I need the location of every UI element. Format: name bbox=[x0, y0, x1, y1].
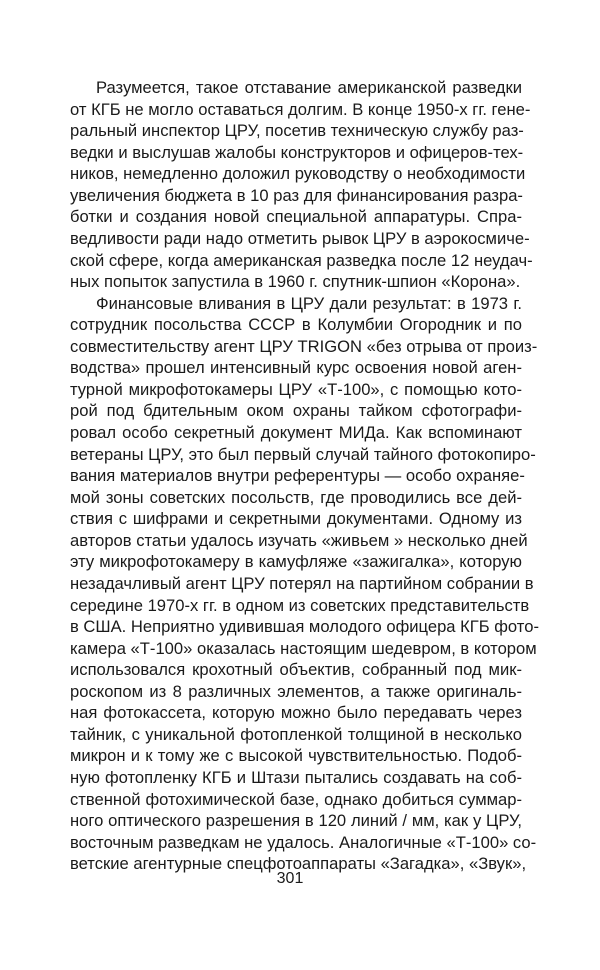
text-line: восточным разведкам не удалось. Аналогичные «Т-100» со- bbox=[70, 832, 537, 852]
text-line: ветераны ЦРУ, это был первый случай тайного фотокопиро- bbox=[70, 444, 536, 464]
text-line: микрон и к тому же с высокой чувствительностью. Подоб- bbox=[70, 746, 522, 766]
text-line: камера «Т-100» оказалась настоящим шедевром, в котором bbox=[70, 638, 537, 658]
text-line: ральный инспектор ЦРУ, посетив техническую службу раз- bbox=[70, 121, 524, 141]
text-line: вания материалов внутри референтуры — особо охраняе- bbox=[70, 466, 525, 486]
text-line: середине 1970-х гг. в одном из советских представительств bbox=[70, 595, 530, 615]
text-line: ровал особо секретный документ МИДа. Как вспоминают bbox=[70, 423, 522, 442]
text-line: ботки и создания новой специальной аппаратуры. Спра- bbox=[70, 207, 522, 227]
text-line: ветские агентурные спецфотоаппараты «Загадка», «Звук», bbox=[70, 854, 527, 874]
text-line: ской сфере, когда американская разведка после 12 неудач- bbox=[70, 250, 533, 270]
text-line: от КГБ не могло оставаться долгим. В конце 1950-х гг. гене- bbox=[70, 99, 531, 119]
text-line: ствия с шифрами и секретными документами. Одному из bbox=[70, 509, 522, 529]
text-line: в США. Неприятно удивившая молодого офицера КГБ фото- bbox=[70, 617, 539, 637]
text-line: рой под бдительным оком охраны тайком сфотографи- bbox=[70, 401, 522, 421]
paragraph bbox=[70, 293, 539, 875]
text-line: увеличения бюджета в 10 раз для финансирования разра- bbox=[70, 185, 523, 205]
text-line: ных попыток запустила в 1960 г. спутник-шпион «Корона». bbox=[70, 272, 521, 292]
text-line: эту микрофотокамеру в камуфляже «зажигалка», которую bbox=[70, 552, 522, 572]
text-line: сотрудник посольства СССР в Колумбии Огородник и по bbox=[70, 315, 522, 335]
text-line: ственной фотохимической базе, однако добиться суммар- bbox=[70, 789, 522, 809]
text-line: ная фотокассета, которую можно было передавать через bbox=[70, 703, 522, 723]
text-line: водства» прошел интенсивный курс освоения новой аген- bbox=[70, 358, 522, 378]
text-line: турной микрофотокамеры ЦРУ «Т-100», с помощью кото- bbox=[70, 379, 522, 399]
text-line: ного оптического разрешения в 120 линий / мм, как у ЦРУ, bbox=[70, 811, 522, 831]
text-line: ную фотопленку КГБ и Штази пытались создавать на соб- bbox=[70, 768, 522, 787]
text-line: Разумеется, такое отставание американской разведки bbox=[96, 78, 522, 97]
text-line: незадачливый агент ЦРУ потерял на партийном собрании в bbox=[70, 573, 534, 593]
text-line: тайник, с уникальной фотопленкой толщиной в несколько bbox=[70, 724, 522, 744]
page-number: 301 bbox=[276, 870, 304, 887]
text-line: Финансовые вливания в ЦРУ дали результат: в 1973 г. bbox=[96, 293, 522, 313]
text-line: совместительству агент ЦРУ TRIGON «без отрыва от произ- bbox=[70, 336, 538, 356]
text-line: ведки и выслушав жалобы конструкторов и офицеров-тех- bbox=[70, 142, 524, 162]
text-line: роскопом из 8 различных элементов, а также оригиналь- bbox=[70, 681, 522, 701]
text-line: ведливости ради надо отметить рывок ЦРУ в аэрокосмиче- bbox=[70, 228, 530, 248]
text-line: мой зоны советских посольств, где проводились все дей- bbox=[70, 487, 522, 507]
text-line: ников, немедленно доложил руководству о необходимости bbox=[70, 164, 526, 184]
page-body bbox=[70, 77, 539, 875]
paragraph bbox=[70, 77, 533, 293]
text-line: использовался крохотный объектив, собранный под мик- bbox=[70, 660, 522, 680]
text-line: авторов статьи удалось изучать «живьем » несколько дней bbox=[70, 530, 528, 550]
